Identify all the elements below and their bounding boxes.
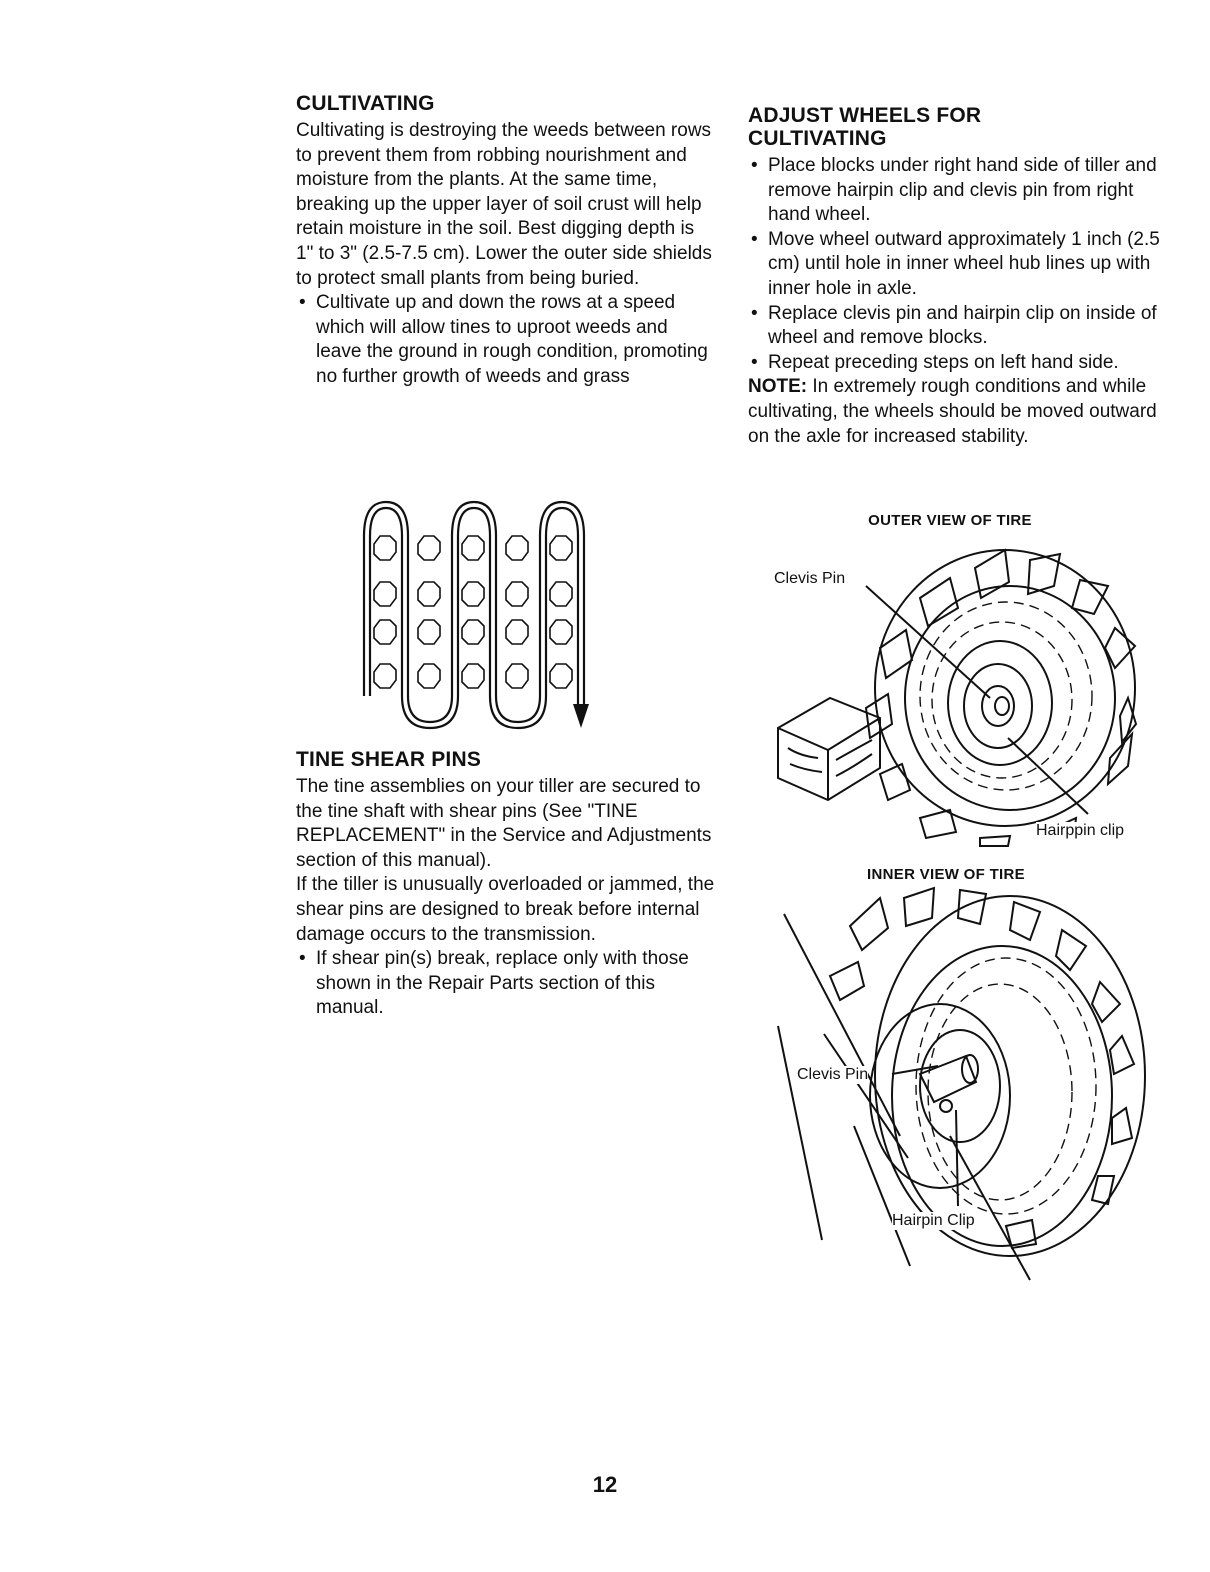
right-column bbox=[748, 104, 1168, 449]
tine-shear-body-2: If the tiller is unusually overloaded or jammed, the shear pins are designed to break before internal damage occurs to the transmission. bbox=[296, 874, 715, 945]
note-text: In extremely rough conditions and while cultivating, the wheels should be moved outward on the axle for increased stability. bbox=[748, 376, 1157, 447]
cultivating-body: Cultivating is destroying the weeds between rows to prevent them from robbing nourishment and moisture from the plants. At the same time, breaking up the upper layer of soil crust will help retain moisture in the soil. Best digging depth is 1" to 3" (2.5-7.5 cm). Lower the outer side shields to protect small plants from being buried. bbox=[296, 120, 712, 289]
outer-hairpin-clip-label: Hairppin clip bbox=[1036, 822, 1125, 839]
adjust-wheels-bullet: • Replace clevis pin and hairpin clip on inside of wheel and remove blocks. bbox=[748, 302, 1168, 351]
cultivating-bullets bbox=[296, 291, 716, 389]
tine-shear-section bbox=[296, 748, 716, 1021]
cultivating-row-diagram bbox=[350, 496, 600, 736]
inner-clevis-pin-label: Clevis Pin bbox=[797, 1066, 869, 1083]
note-label: NOTE: bbox=[748, 376, 808, 398]
adjust-wheels-bullet: • Place blocks under right hand side of tiller and remove hairpin clip and clevis pin from right hand wheel. bbox=[748, 154, 1168, 228]
inner-hairpin-clip-label: Hairpin Clip bbox=[892, 1212, 975, 1229]
adjust-wheels-bullet: • Move wheel outward approximately 1 inch (2.5 cm) until hole in inner wheel hub lines up with inner hole in axle. bbox=[748, 228, 1168, 302]
page-number: 12 bbox=[592, 1472, 618, 1497]
outer-clevis-pin-label: Clevis Pin bbox=[774, 570, 846, 587]
adjust-wheels-heading-line-1: ADJUST WHEELS FOR bbox=[748, 104, 982, 127]
left-column bbox=[296, 92, 716, 390]
tine-shear-bullets bbox=[296, 947, 716, 1021]
adjust-wheels-bullet: • Repeat preceding steps on left hand side. bbox=[748, 351, 1168, 376]
tine-shear-heading: TINE SHEAR PINS bbox=[296, 748, 482, 771]
cultivating-bullet: • Cultivate up and down the rows at a speed which will allow tines to uproot weeds and leave the ground in rough condition, promoting no further growth of weeds and grass bbox=[296, 291, 716, 389]
tine-shear-bullet: • If shear pin(s) break, replace only with those shown in the Repair Parts section of this manual. bbox=[296, 947, 716, 1021]
outer-view-caption: OUTER VIEW OF TIRE bbox=[868, 512, 1032, 529]
adjust-wheels-note bbox=[748, 375, 1168, 449]
tine-shear-body-1: The tine assemblies on your tiller are secured to the tine shaft with shear pins (See "TINE REPLACEMENT" in the Service and Adjustments section of this manual). bbox=[296, 776, 712, 871]
adjust-wheels-bullets bbox=[748, 154, 1168, 375]
inner-view-caption: INNER VIEW OF TIRE bbox=[867, 866, 1025, 883]
adjust-wheels-heading-line-2: CULTIVATING bbox=[748, 127, 887, 150]
cultivating-heading: CULTIVATING bbox=[296, 92, 435, 115]
